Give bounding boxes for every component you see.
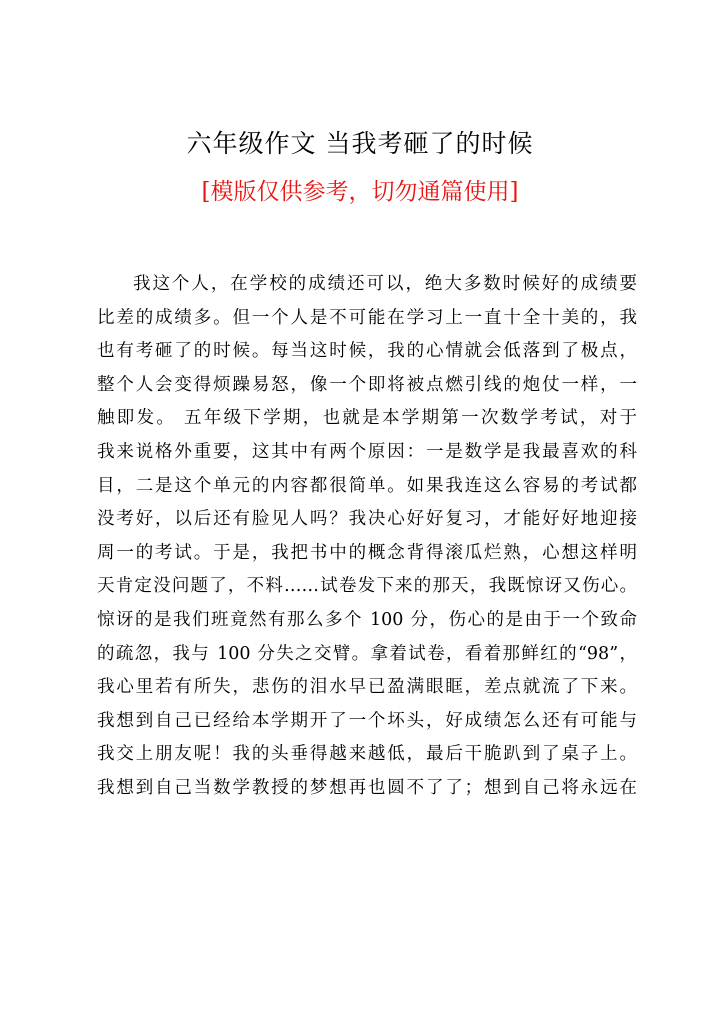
essay-line: 我想到自己当数学教授的梦想再也圆不了了；想到自己将永远在 — [97, 777, 637, 798]
essay-line: 我交上朋友呢！我的头垂得越来越低，最后干脆趴到了桌子上。 — [97, 744, 637, 765]
document-title: 六年级作文 当我考砸了的时候 — [186, 129, 534, 158]
essay-line: 天肯定没问题了，不料……试卷发下来的那天，我既惊讶又伤心。 — [97, 576, 637, 597]
essay-line: 我心里若有所失，悲伤的泪水早已盈满眼眶，差点就流了下来。 — [97, 677, 637, 698]
essay-line: 我想到自己已经给本学期开了一个坏头，好成绩怎么还有可能与 — [97, 710, 637, 731]
essay-line: 也有考砸了的时候。每当这时候，我的心情就会低落到了极点， — [97, 341, 637, 362]
essay-line: 触即发。 五年级下学期，也就是本学期第一次数学考试，对于 — [97, 408, 637, 429]
essay-line: 没考好，以后还有脸见人吗？我决心好好复习，才能好好地迎接 — [97, 509, 637, 530]
essay-line: 惊讶的是我们班竟然有那么多个 100 分，伤心的是由于一个致命 — [97, 609, 637, 630]
essay-line: 我这个人，在学校的成绩还可以，绝大多数时候好的成绩要 — [133, 274, 637, 294]
essay-line: 整个人会变得烦躁易怒，像一个即将被点燃引线的炮仗一样，一 — [97, 374, 637, 395]
essay-line: 我来说格外重要，这其中有两个原因：一是数学是我最喜欢的科 — [97, 441, 637, 462]
essay-line: 周一的考试。于是，我把书中的概念背得滚瓜烂熟，心想这样明 — [97, 542, 637, 563]
template-disclaimer: [模版仅供参考，切勿通篇使用] — [201, 179, 519, 205]
essay-body — [97, 268, 637, 806]
essay-line: 比差的成绩多。但一个人是不可能在学习上一直十全十美的，我 — [97, 307, 637, 328]
essay-line: 目，二是这个单元的内容都很简单。如果我连这么容易的考试都 — [97, 475, 637, 496]
essay-line: 的疏忽，我与 100 分失之交臂。拿着试卷，看着那鲜红的“98”， — [97, 643, 637, 664]
